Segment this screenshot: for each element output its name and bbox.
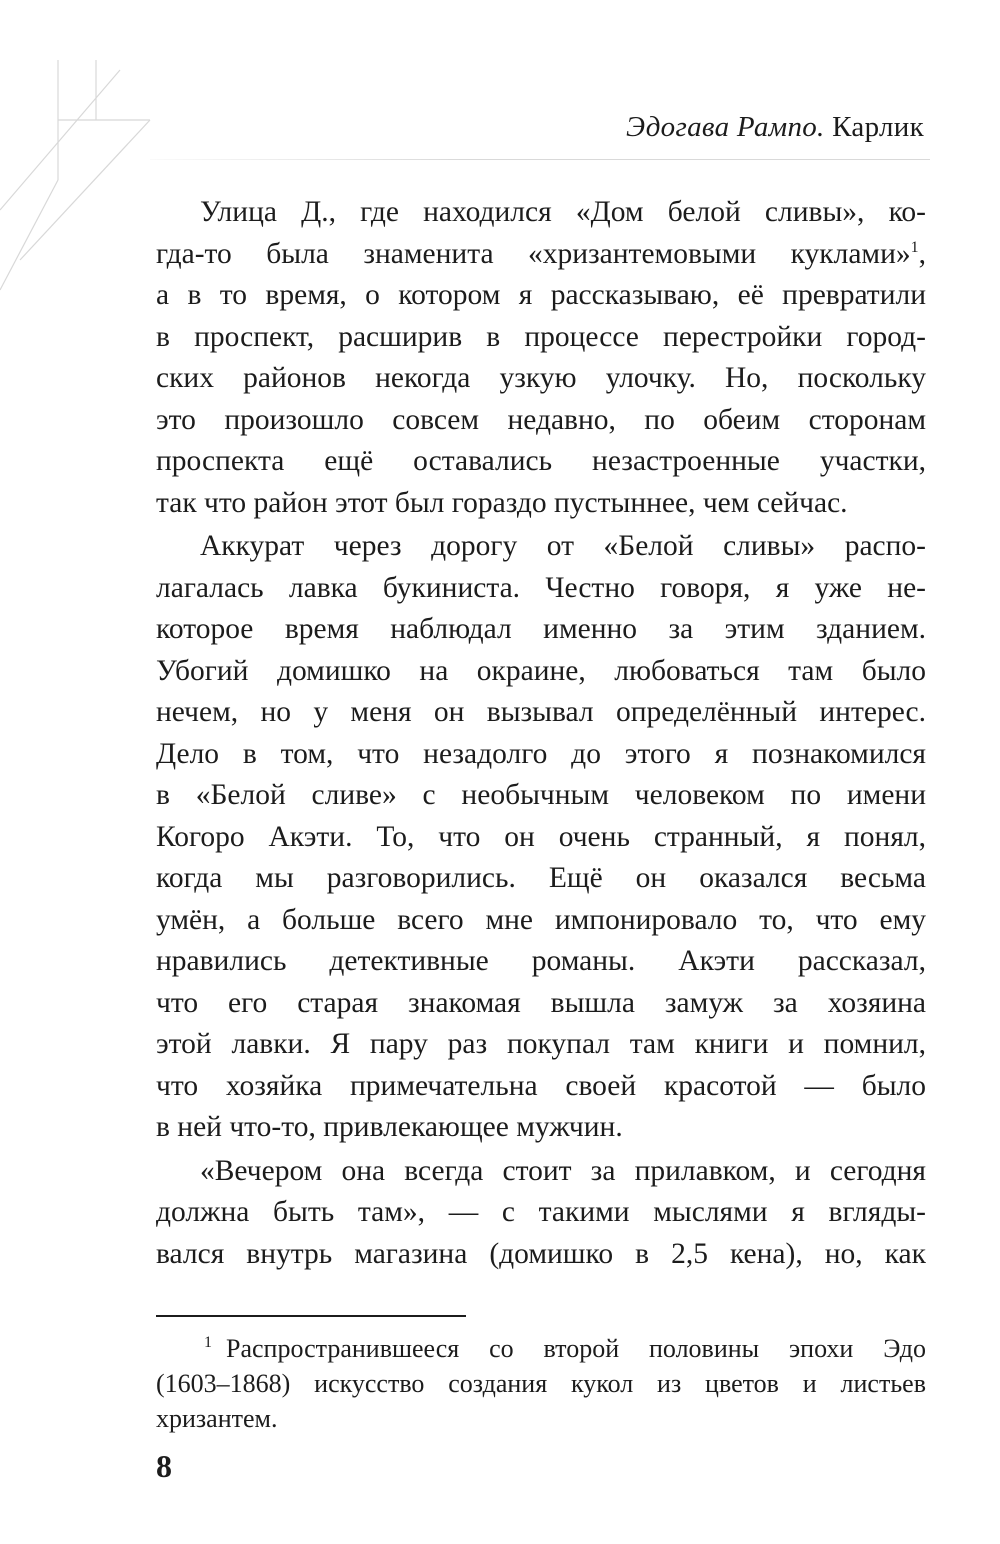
text-line: проспекта ещё оставались незастроенные участки, (156, 445, 926, 477)
running-head-title: Карлик (832, 111, 924, 143)
text-line: «Вечером она всегда стоит за прилавком, и сегодня (200, 1154, 926, 1187)
running-head-author: Эдогава Рампо. (626, 111, 825, 143)
text-line: что хозяйка примечательна своей красотой — было (156, 1069, 926, 1102)
text-line-content: гда-то была знаменита «хризантемовыми куклами» (156, 237, 911, 270)
text-line: в «Белой сливе» с необычным человеком по имени (156, 779, 926, 811)
page-number: 8 (156, 1448, 172, 1484)
text-line: Убогий домишко на окраине, любоваться там было (156, 654, 926, 687)
text-line: а в то время, о котором я рассказываю, её превратили (156, 279, 926, 311)
header-rule (150, 159, 930, 160)
text-line: должна быть там», — с такими мыслями я вгляды- (156, 1196, 926, 1228)
text-line: гда-то была знаменита «хризантемовыми куклами»$^1$, (156, 237, 926, 270)
footnote-line-content: Распространившееся со второй половины эпохи Эдо (226, 1334, 926, 1363)
text-line: умён, а больше всего мне импонировало то, что ему (156, 903, 926, 936)
footnote-marker: 1 (204, 1334, 212, 1352)
text-line: в ней что-то, привлекающее мужчин. (156, 1111, 623, 1143)
footnote-rule (156, 1315, 466, 1317)
text-line: Улица Д., где находился «Дом белой сливы», ко- (200, 196, 926, 228)
footnote-line (156, 1331, 926, 1366)
text-line: этой лавки. Я пару раз покупал там книги и помнил, (156, 1028, 926, 1060)
text-line: лагалась лавка букиниста. Честно говоря, я уже не- (156, 571, 926, 604)
corner-ornament (0, 60, 170, 320)
footnote (156, 1331, 926, 1436)
text-line: нравились детективные романы. Акэти рассказал, (156, 945, 926, 977)
text-line: что его старая знакомая вышла замуж за хозяина (156, 986, 926, 1019)
text-line: нечем, но у меня он вызывал определённый интерес. (156, 696, 926, 728)
footnote-reference: 1 (910, 238, 919, 256)
text-line: Дело в том, что незадолго до этого я познакомился (156, 737, 926, 770)
text-line: Аккурат через дорогу от «Белой сливы» распо- (200, 530, 926, 562)
text-line: это произошло совсем недавно, по обеим сторонам (156, 403, 926, 436)
footnote-line: (1603–1868) искусство создания кукол из цветов и листьев (156, 1369, 926, 1398)
text-line: ских районов некогда узкую улочку. Но, поскольку (156, 362, 926, 394)
text-line: так что район этот был гораздо пустыннее, чем сейчас. (156, 486, 848, 519)
running-head (626, 111, 924, 144)
text-line: когда мы разговорились. Ещё он оказался весьма (156, 862, 926, 894)
text-line: в проспект, расширив в процессе перестройки город- (156, 320, 926, 353)
text-line: Когоро Акэти. То, что он очень странный, я понял, (156, 820, 926, 853)
footnote-line: хризантем. (156, 1404, 278, 1433)
text-line: которое время наблюдал именно за этим зданием. (156, 613, 926, 645)
text-line: вался внутрь магазина (домишко в 2,5 кена), но, как (156, 1237, 926, 1270)
body-text (156, 192, 926, 1275)
